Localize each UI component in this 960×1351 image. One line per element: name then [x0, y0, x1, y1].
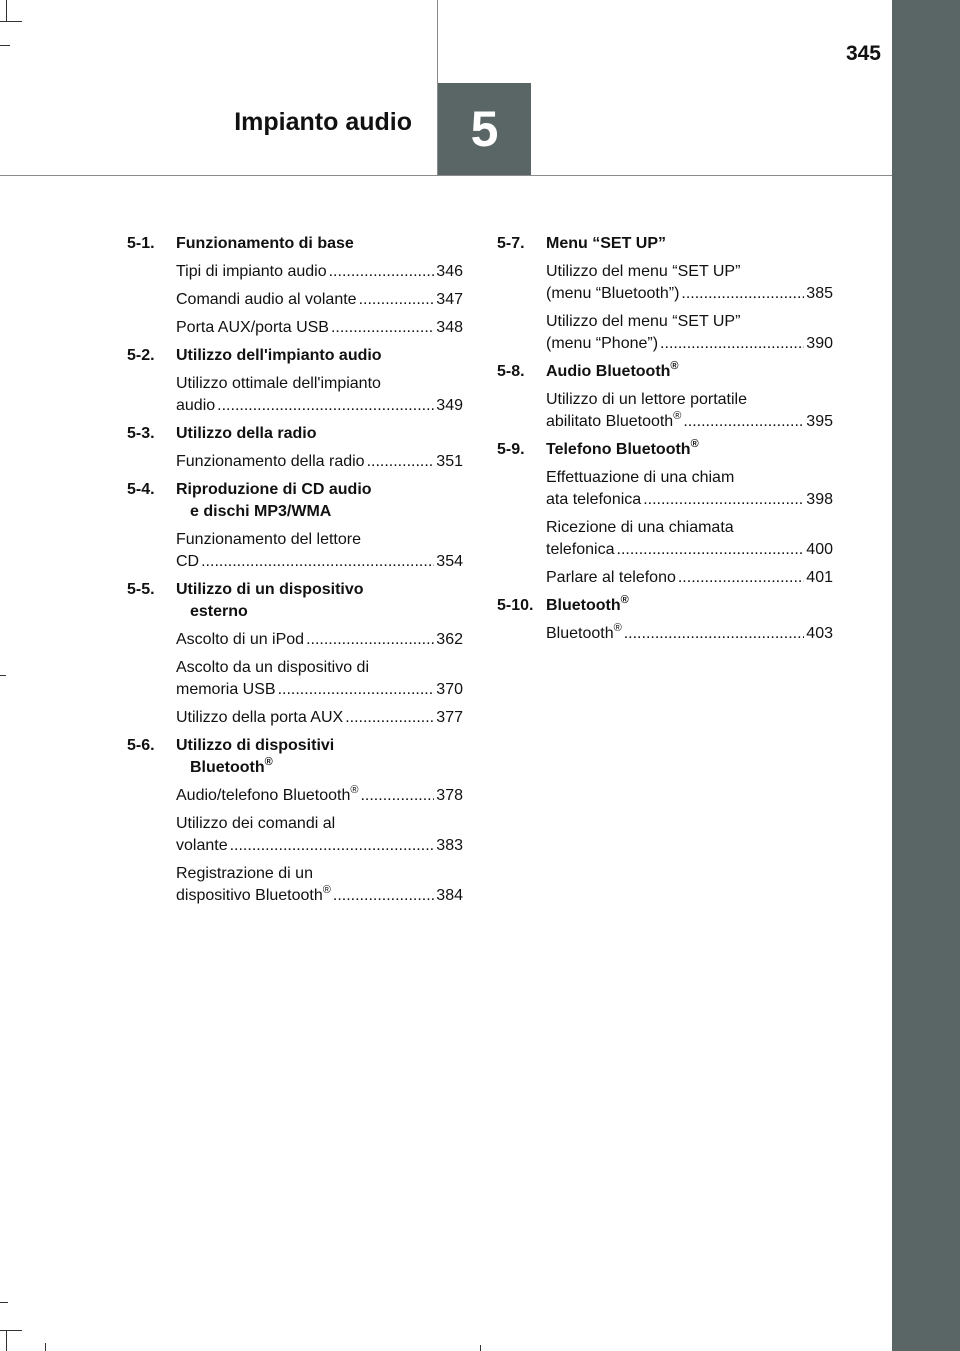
entry-page: 347	[436, 291, 463, 308]
entry-page: 349	[436, 397, 463, 414]
page-number: 345	[845, 42, 881, 65]
toc-entry[interactable]: Utilizzo della porta AUX ..... 377	[176, 707, 463, 729]
section-title[interactable]: Bluetooth®	[546, 594, 629, 614]
registered-mark: ®	[690, 438, 699, 450]
section-title[interactable]: Utilizzo di dispositivi Bluetooth®	[176, 737, 335, 776]
section-title[interactable]: Riproduzione di CD audio e dischi MP3/WMA	[176, 481, 372, 520]
section-number: 5-1.	[127, 235, 155, 252]
toc-section	[497, 233, 833, 255]
crop-mark	[0, 675, 6, 676]
registered-mark: ®	[350, 784, 359, 796]
toc-section	[127, 423, 463, 445]
crop-mark	[0, 45, 10, 46]
section-title[interactable]: Menu “SET UP”	[546, 235, 667, 252]
chapter-side-tab	[892, 0, 960, 1351]
section-number: 5-3.	[127, 425, 155, 442]
toc-entry[interactable]: Tipi di impianto audio ..... 346	[176, 261, 463, 283]
toc-entry[interactable]: Comandi audio al volante ..... 347	[176, 289, 463, 311]
registered-mark: ®	[264, 756, 273, 768]
chapter-number-box: 5	[438, 83, 531, 175]
header-rule	[0, 175, 892, 176]
toc-entry[interactable]: Utilizzo del menu “SET UP” (menu “Phone”) ..... 390	[546, 311, 833, 355]
entry-page: 354	[436, 553, 463, 570]
crop-mark	[480, 1345, 481, 1351]
entry-page: 346	[436, 263, 463, 280]
toc-column-left	[127, 233, 463, 913]
toc-section	[497, 361, 833, 383]
section-number: 5-5.	[127, 581, 155, 598]
section-title[interactable]: Telefono Bluetooth®	[546, 438, 699, 458]
entry-page: 362	[436, 631, 463, 648]
crop-mark	[6, 1330, 7, 1351]
toc-entry[interactable]: Funzionamento del lettore CD ..... 354	[176, 529, 463, 573]
entry-page: 384	[436, 887, 463, 904]
toc-entry[interactable]: Funzionamento della radio ..... 351	[176, 451, 463, 473]
toc-section	[497, 595, 833, 617]
crop-mark	[0, 21, 22, 22]
toc-entry[interactable]: Utilizzo del menu “SET UP” (menu “Bluetooth”) ..... 385	[546, 261, 833, 305]
toc-section	[127, 735, 463, 779]
section-number: 5-2.	[127, 347, 155, 364]
toc-entry[interactable]: Utilizzo ottimale dell'impianto audio ..... 349	[176, 373, 463, 417]
section-title[interactable]: Utilizzo di un dispositivo esterno	[176, 581, 364, 620]
entry-page: 403	[806, 625, 833, 642]
section-title[interactable]: Utilizzo dell'impianto audio	[176, 347, 382, 364]
entry-page: 385	[806, 285, 833, 302]
registered-mark: ®	[673, 410, 682, 422]
registered-mark: ®	[670, 360, 679, 372]
entry-page: 395	[806, 413, 833, 430]
toc-entry[interactable]: Bluetooth® ..... 403	[546, 623, 833, 645]
entry-page: 398	[806, 491, 833, 508]
crop-mark	[6, 0, 7, 22]
toc-section	[127, 233, 463, 255]
toc-entry[interactable]: Effettuazione di una chiam ata telefonica ..... 398	[546, 467, 833, 511]
toc-section	[127, 345, 463, 367]
toc-entry[interactable]: Ascolto di un iPod ..... 362	[176, 629, 463, 651]
entry-page: 390	[806, 335, 833, 352]
section-number: 5-6.	[127, 737, 155, 754]
registered-mark: ®	[613, 622, 622, 634]
section-number: 5-8.	[497, 363, 525, 380]
section-title[interactable]: Utilizzo della radio	[176, 425, 317, 442]
crop-mark	[0, 1302, 8, 1303]
toc-entry[interactable]: Parlare al telefono ..... 401	[546, 567, 833, 589]
entry-page: 351	[436, 453, 463, 470]
entry-page: 383	[436, 837, 463, 854]
registered-mark: ®	[620, 594, 629, 606]
toc-entry[interactable]: Ricezione di una chiamata telefonica ..... 400	[546, 517, 833, 561]
section-number: 5-9.	[497, 441, 525, 458]
entry-page: 378	[436, 787, 463, 804]
entry-page: 401	[806, 569, 833, 586]
section-title[interactable]: Audio Bluetooth®	[546, 360, 679, 380]
toc-entry[interactable]: Audio/telefono Bluetooth® ..... 378	[176, 785, 463, 807]
toc-column-right	[497, 233, 833, 651]
section-title[interactable]: Funzionamento di base	[176, 235, 354, 252]
crop-mark	[45, 1343, 46, 1351]
entry-page: 370	[436, 681, 463, 698]
toc-entry[interactable]: Utilizzo dei comandi al volante ..... 383	[176, 813, 463, 857]
section-number: 5-4.	[127, 481, 155, 498]
entry-page: 400	[806, 541, 833, 558]
chapter-title: Impianto audio	[234, 108, 412, 136]
entry-page: 348	[436, 319, 463, 336]
section-number: 5-7.	[497, 235, 525, 252]
toc-section	[497, 439, 833, 461]
toc-entry[interactable]: Porta AUX/porta USB ..... 348	[176, 317, 463, 339]
toc-entry[interactable]: Utilizzo di un lettore portatile abilitato Bluetooth® ..... 395	[546, 389, 833, 433]
toc-section	[127, 479, 463, 523]
toc-section	[127, 579, 463, 623]
toc-entry[interactable]: Ascolto da un dispositivo di memoria USB ..... 370	[176, 657, 463, 701]
registered-mark: ®	[322, 884, 331, 896]
crop-mark	[0, 1330, 22, 1331]
entry-page: 377	[436, 709, 463, 726]
section-number: 5-10.	[497, 597, 534, 614]
toc-entry[interactable]: Registrazione di un dispositivo Bluetooth® ..... 384	[176, 863, 463, 907]
